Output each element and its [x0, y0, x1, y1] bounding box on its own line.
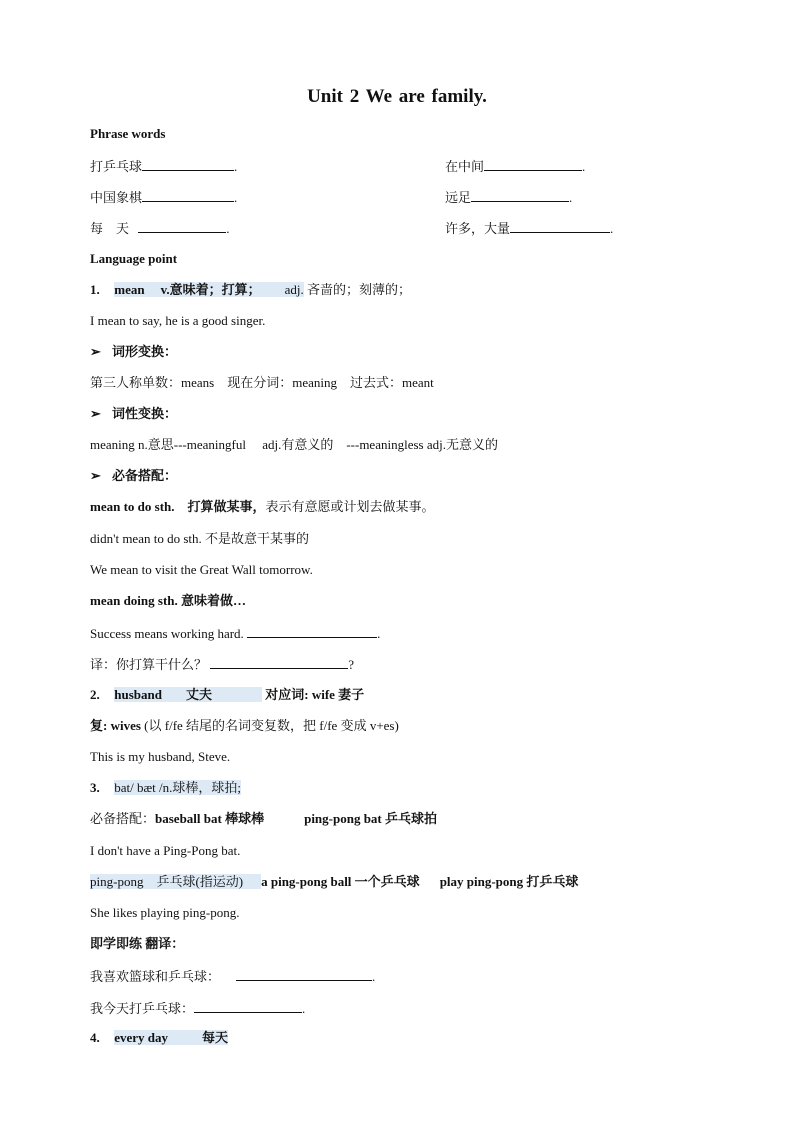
point-meaning: 每天 [202, 1030, 229, 1045]
example-sentence: I mean to say, he is a good singer. [90, 313, 266, 328]
ping-pong-definition [90, 874, 261, 889]
answer-blank[interactable] [236, 966, 372, 981]
arrow-bullet-icon: ➢ [90, 344, 101, 359]
point-word: mean [114, 282, 145, 297]
point-2-header [90, 686, 364, 704]
translation-exercise-2: 我今天打乒乓球： . [90, 998, 305, 1018]
point-pos: v.意味着；打算； [160, 282, 261, 297]
answer-blank[interactable] [194, 998, 302, 1013]
collocation-example: We mean to visit the Great Wall tomorrow. [90, 562, 313, 577]
answer-blank[interactable] [142, 156, 234, 171]
point-1-definition [114, 282, 304, 297]
phrase-row-3-right: 许多，大量 . [445, 218, 613, 238]
answer-blank[interactable] [510, 218, 610, 233]
phrase-label: 在中间 [445, 159, 485, 174]
collocation-2: didn't mean to do sth. 不是故意干某事的 [90, 531, 310, 546]
phrase-words-heading: Phrase words [90, 126, 166, 141]
collocation-note: 表示有意愿或计划去做某事。 [265, 499, 435, 514]
point-4-header [90, 1029, 228, 1047]
phrase-label: 每 天 [90, 221, 133, 236]
exercise-text: 我喜欢篮球和乒乓球： [90, 969, 221, 984]
answer-blank[interactable] [471, 187, 569, 202]
phrase-label: 许多，大量 [445, 221, 511, 236]
language-point-heading: Language point [90, 251, 178, 266]
plural-label: 复: wives [90, 718, 141, 733]
phrase-row-2-left: 中国象棋 . [90, 187, 237, 207]
exercise-text: 译：你打算干什么？ [90, 657, 211, 672]
subheading-label: 必备搭配： [112, 468, 178, 483]
ping-pong-line [90, 873, 578, 891]
point-2-definition [114, 687, 262, 702]
collocations-line [90, 810, 437, 828]
plural-note [90, 717, 399, 735]
phrase-label: 打乒乓球 [90, 159, 143, 174]
point-word: bat/ bæt /n.球棒，球拍; [114, 780, 242, 795]
translation-exercise-1: 我喜欢篮球和乒乓球： . [90, 966, 375, 986]
answer-blank[interactable] [484, 156, 582, 171]
point-1-header [90, 281, 411, 299]
point-4-definition [114, 1030, 228, 1045]
subheading-pos-change [90, 405, 177, 423]
phrase-row-1-right: 在中间 . [445, 156, 585, 176]
example-sentence: I don't have a Ping-Pong bat. [90, 843, 241, 858]
phrase-row-3-left: 每 天 . [90, 218, 230, 238]
practice-heading: 即学即练 翻译： [90, 936, 185, 951]
arrow-bullet-icon: ➢ [90, 406, 101, 421]
word-forms-text: 第三人称单数：means 现在分词：meaning 过去式：meant [90, 375, 434, 390]
point-number: 1. [90, 282, 100, 297]
point-number: 3. [90, 780, 100, 795]
collocation-item: play ping-pong 打乒乓球 [439, 874, 579, 889]
phrase-row-1-left: 打乒乓球 . [90, 156, 237, 176]
subheading-collocations [90, 467, 177, 485]
exercise-sentence-2 [90, 654, 354, 674]
answer-blank[interactable] [138, 218, 226, 233]
collocation-label: 必备搭配： [90, 811, 156, 826]
answer-blank[interactable] [210, 654, 348, 669]
collocation-1 [90, 498, 435, 516]
phrase-label: 中国象棋 [90, 190, 143, 205]
exercise-sentence-1: Success means working hard. . [90, 623, 380, 643]
point-word: every day [114, 1030, 169, 1045]
point-meaning-adj: 吝啬的；刻薄的； [303, 282, 412, 297]
collocation-item: a ping-pong ball 一个乒乓球 [261, 874, 420, 889]
point-word: husband [114, 687, 162, 702]
point-meaning: 丈夫 [185, 687, 212, 702]
plural-explanation: (以 f/fe 结尾的名词变复数，把 f/fe 变成 v+es) [140, 718, 399, 733]
answer-blank[interactable] [142, 187, 234, 202]
point-3-header [90, 779, 241, 797]
phrase-row-2-right: 远足 . [445, 187, 572, 207]
collocation-item: baseball bat 棒球棒 [155, 811, 265, 826]
example-sentence: This is my husband, Steve. [90, 749, 231, 764]
collocation-3: mean doing sth. 意味着做… [90, 593, 247, 608]
ping-pong-text: ping-pong 乒乓球(指运动) [90, 874, 244, 889]
collocation-item: ping-pong bat 乒乓球拍 [304, 811, 438, 826]
phrase-label: 远足 [445, 190, 472, 205]
pos-change-text: meaning n.意思---meaningful adj.有意义的 ---meaningless adj.无意义的 [90, 437, 498, 452]
arrow-bullet-icon: ➢ [90, 468, 101, 483]
example-sentence: She likes playing ping-pong. [90, 905, 240, 920]
subheading-label: 词形变换： [112, 344, 178, 359]
page-title: Unit 2 We are family. [307, 86, 487, 107]
exercise-text: Success means working hard. [90, 626, 248, 641]
subheading-word-forms [90, 343, 177, 361]
subheading-label: 词性变换： [112, 406, 178, 421]
point-pos-adj: adj. [284, 282, 304, 297]
collocation-bold: mean to do sth. 打算做某事， [90, 499, 266, 514]
exercise-text: 我今天打乒乓球： [90, 1001, 195, 1016]
answer-blank[interactable] [247, 623, 377, 638]
point-number: 4. [90, 1030, 100, 1045]
point-opposite: 对应词: wife 妻子 [265, 687, 365, 702]
question-mark: ? [348, 657, 355, 672]
point-number: 2. [90, 687, 100, 702]
